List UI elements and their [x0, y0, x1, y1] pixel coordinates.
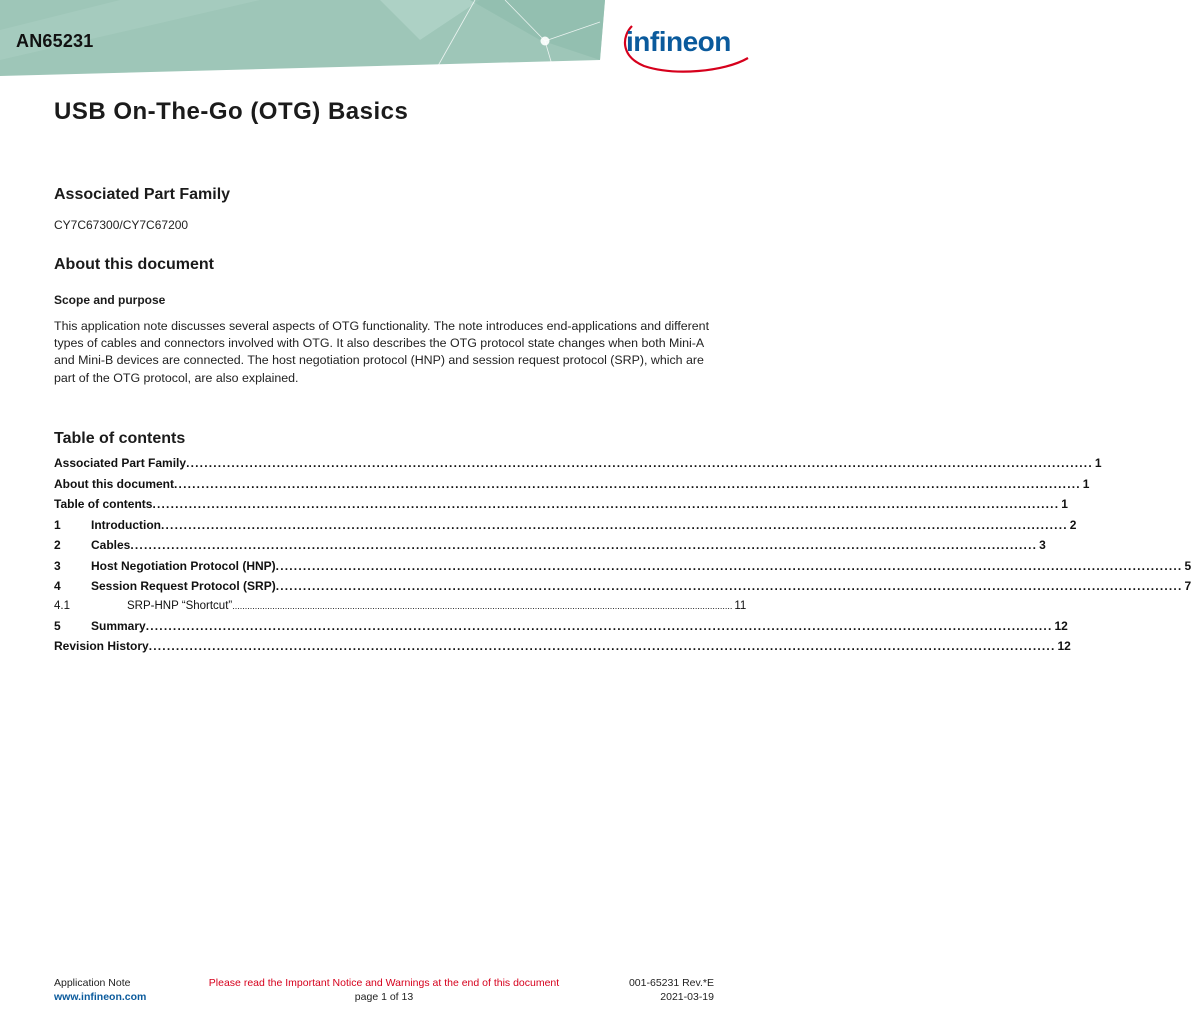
logo-text: infineon	[626, 26, 731, 57]
footer-right	[629, 976, 714, 1004]
toc-entry-page: 2	[1069, 517, 1077, 532]
toc-leader-dots: ........................................................................................................................................................................................................	[152, 497, 1060, 511]
footer-date: 2021-03-19	[660, 991, 714, 1003]
toc-entry-page: 1	[1094, 456, 1102, 470]
toc-entry-label: Host Negotiation Protocol (HNP)	[91, 558, 276, 573]
infineon-logo	[614, 14, 752, 76]
toc-entry-page: 1	[1082, 476, 1090, 491]
toc-leader-dots: ........................................................................................................................................................................................................	[275, 579, 1183, 593]
toc-leader-dots: ........................................................................................................................................................................................................	[148, 639, 1056, 653]
toc-entry[interactable]	[54, 538, 1046, 559]
toc-entry[interactable]	[54, 618, 1068, 640]
about-heading: About this document	[54, 256, 214, 273]
footer-notice: Please read the Important Notice and Warnings at the end of this document	[208, 977, 560, 989]
toc-leader-dots: ........................................................................................................................................................................................................	[186, 456, 1093, 470]
toc-entry[interactable]	[54, 599, 747, 619]
toc-entry-number: 4	[54, 579, 61, 593]
toc-entry-label: Summary	[91, 618, 146, 633]
document-id: AN65231	[16, 31, 94, 51]
toc-entry-page: 7	[1184, 579, 1191, 593]
header-banner	[0, 0, 768, 80]
toc-leader-dots: ........................................................................................................................................................................................................	[275, 558, 1183, 573]
toc-entry-number: 4.1	[54, 599, 70, 612]
toc-entry[interactable]	[54, 558, 1191, 580]
toc-entry-number: 3	[54, 558, 61, 573]
toc-entry-number: 1	[54, 517, 61, 532]
toc-entry-page: 12	[1054, 618, 1068, 633]
toc-entry[interactable]	[54, 497, 1068, 518]
toc-leader-dots: ........................................................................................................................................................................................................	[130, 538, 1038, 552]
toc-entry-page: 12	[1057, 639, 1071, 653]
toc-leader-dots: ........................................................................................................................................................................................................	[232, 600, 733, 611]
toc-entry[interactable]	[54, 476, 1090, 498]
toc-leader-dots: ........................................................................................................................................................................................................	[174, 476, 1081, 491]
toc-entry-page: 1	[1061, 497, 1068, 511]
footer-doc-type: Application Note	[54, 977, 131, 989]
toc-entry-label: Associated Part Family	[54, 456, 187, 470]
toc-entry-label: About this document	[54, 476, 174, 491]
toc-list	[54, 456, 1191, 660]
toc-entry-label: Cables	[91, 538, 131, 552]
toc-entry-label: Table of contents	[54, 497, 153, 511]
toc-entry-number: 2	[54, 538, 61, 552]
toc-entry-label: Introduction	[91, 517, 161, 532]
part-numbers: CY7C67300/CY7C67200	[54, 218, 189, 232]
associated-part-family-heading: Associated Part Family	[54, 186, 231, 203]
toc-entry-page: 11	[734, 599, 747, 612]
toc-entry-page: 3	[1039, 538, 1046, 552]
footer-revision: 001-65231 Rev.*E	[628, 977, 714, 989]
toc-entry-label: SRP-HNP “Shortcut”	[127, 599, 233, 612]
scope-heading: Scope and purpose	[54, 293, 166, 307]
page-title: USB On-The-Go (OTG) Basics	[54, 98, 409, 125]
toc-entry-number: 5	[54, 618, 61, 633]
toc-entry[interactable]	[54, 639, 1071, 660]
toc-entry[interactable]	[54, 517, 1077, 539]
footer-page-number: page 1 of 13	[354, 991, 414, 1003]
toc-entry[interactable]	[54, 579, 1191, 600]
toc-leader-dots: ........................................................................................................................................................................................................	[145, 618, 1053, 633]
toc-heading: Table of contents	[54, 430, 186, 447]
toc-entry[interactable]	[54, 456, 1102, 477]
toc-entry-label: Revision History	[54, 639, 149, 653]
footer-website-link[interactable]: www.infineon.com	[54, 991, 147, 1003]
toc-entry-label: Session Request Protocol (SRP)	[91, 579, 276, 593]
toc-entry-page: 5	[1184, 558, 1191, 573]
toc-leader-dots: ........................................................................................................................................................................................................	[160, 517, 1068, 532]
scope-paragraph: This application note discusses several aspects of OTG functionality. The note introduces end-applications and different types of cables and connectors involved with OTG. It also describes the OTG protocol state changes when both Mini-A and Mini-B devices are connected. The host negotiation protocol (HNP) and session request protocol (SRP), which are part of the OTG protocol, are also explained.	[54, 319, 710, 385]
